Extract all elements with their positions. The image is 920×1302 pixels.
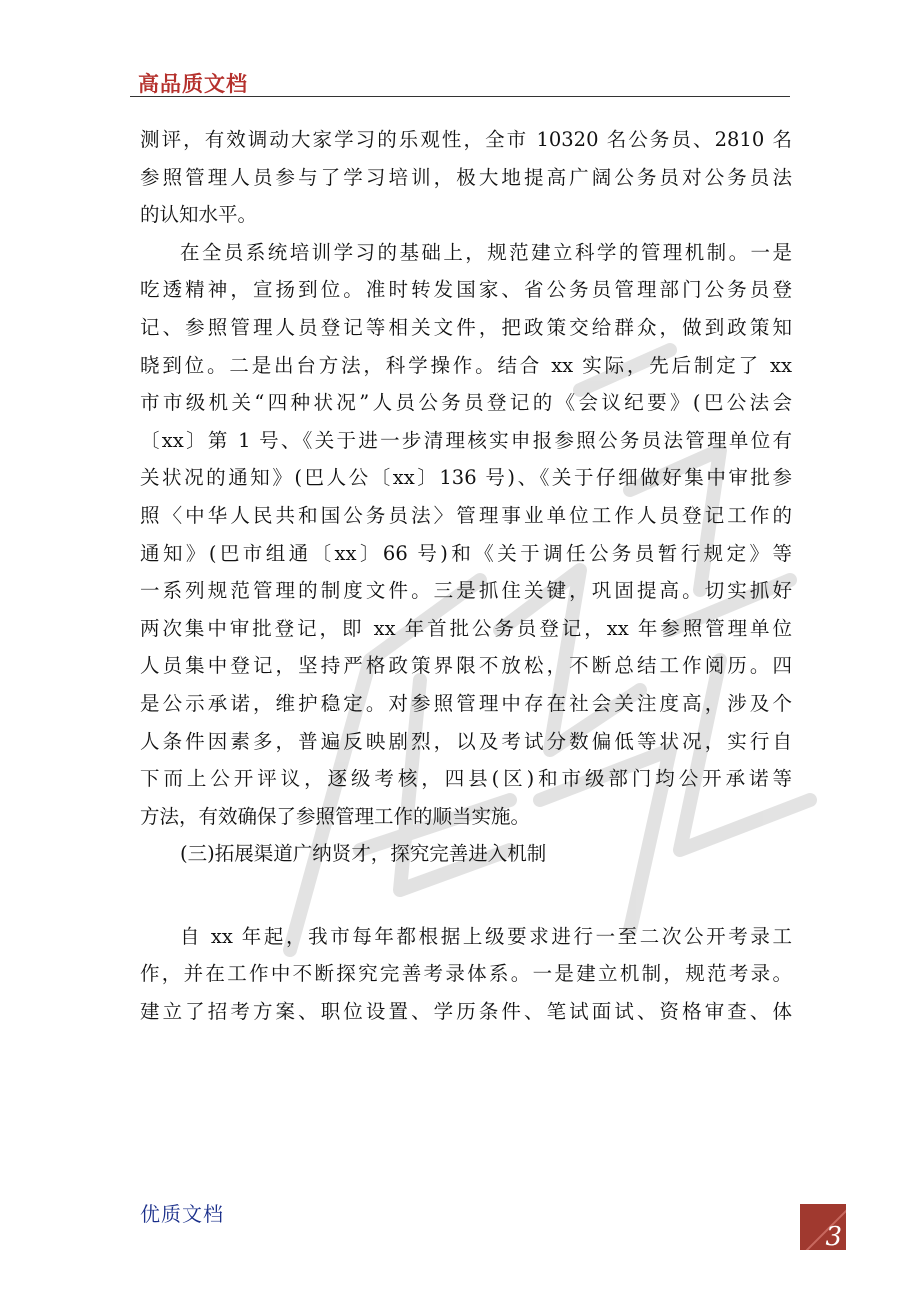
paragraph-gap — [140, 873, 792, 918]
text-line: 晓到位。二是出台方法，科学操作。结合 xx 实际，先后制定了 xx — [140, 353, 792, 377]
text-line: 人条件因素多，普遍反映剧烈，以及考试分数偏低等状况，实行自 — [140, 729, 792, 753]
text-line: 在全员系统培训学习的基础上，规范建立科学的管理机制。一是 — [180, 240, 792, 264]
text-line: 下而上公开评议，逐级考核，四县(区)和市级部门均公开承诺等 — [140, 767, 792, 791]
text-line: 记、参照管理人员登记等相关文件，把政策交给群众，做到政策知 — [140, 315, 792, 339]
text-line: 方法，有效确保了参照管理工作的顺当实施。 — [140, 804, 531, 828]
text-line: 通知》(巴市组通〔xx〕66 号)和《关于调任公务员暂行规定》等 — [140, 541, 792, 565]
text-line: 自 xx 年起，我市每年都根据上级要求进行一至二次公开考录工 — [180, 924, 792, 948]
text-line: 是公示承诺，维护稳定。对参照管理中存在社会关注度高，涉及个 — [140, 691, 792, 715]
footer-title: 优质文档 — [140, 1202, 224, 1226]
header-divider — [130, 96, 790, 97]
text-line: 人员集中登记，坚持严格政策界限不放松，不断总结工作阅历。四 — [140, 654, 792, 678]
text-line: 参照管理人员参与了学习培训，极大地提高广阔公务员对公务员法 — [140, 165, 792, 189]
text-line: 〔xx〕第 1 号、《关于进一步清理核实申报参照公务员法管理单位有 — [140, 428, 792, 452]
text-line: 吃透精神，宣扬到位。准时转发国家、省公务员管理部门公务员登 — [140, 278, 792, 302]
text-line: 关状况的通知》(巴人公〔xx〕136 号)、《关于仔细做好集中审批参 — [140, 466, 792, 490]
text-line: 建立了招考方案、职位设置、学历条件、笔试面试、资格审查、体 — [140, 1000, 792, 1024]
page-number-badge — [800, 1204, 846, 1250]
text-line: 作，并在工作中不断探究完善考录体系。一是建立机制，规范考录。 — [140, 962, 792, 986]
header-title: 高品质文档 — [138, 72, 248, 96]
text-line: 两次集中审批登记，即 xx 年首批公务员登记，xx 年参照管理单位 — [140, 616, 792, 640]
section-heading: (三)拓展渠道广纳贤才，探究完善进入机制 — [180, 842, 547, 866]
body-text — [140, 121, 792, 1031]
text-line: 市市级机关“四种状况”人员公务员登记的《会议纪要》(巴公法会 — [140, 391, 792, 415]
page-number: 3 — [825, 1222, 842, 1250]
text-line: 一系列规范管理的制度文件。三是抓住关键，巩固提高。切实抓好 — [140, 579, 792, 603]
text-line: 测评，有效调动大家学习的乐观性，全市 10320 名公务员、2810 名 — [140, 128, 792, 151]
text-line: 的认知水平。 — [140, 203, 258, 227]
text-line: 照〈中华人民共和国公务员法〉管理事业单位工作人员登记工作的 — [140, 503, 792, 527]
